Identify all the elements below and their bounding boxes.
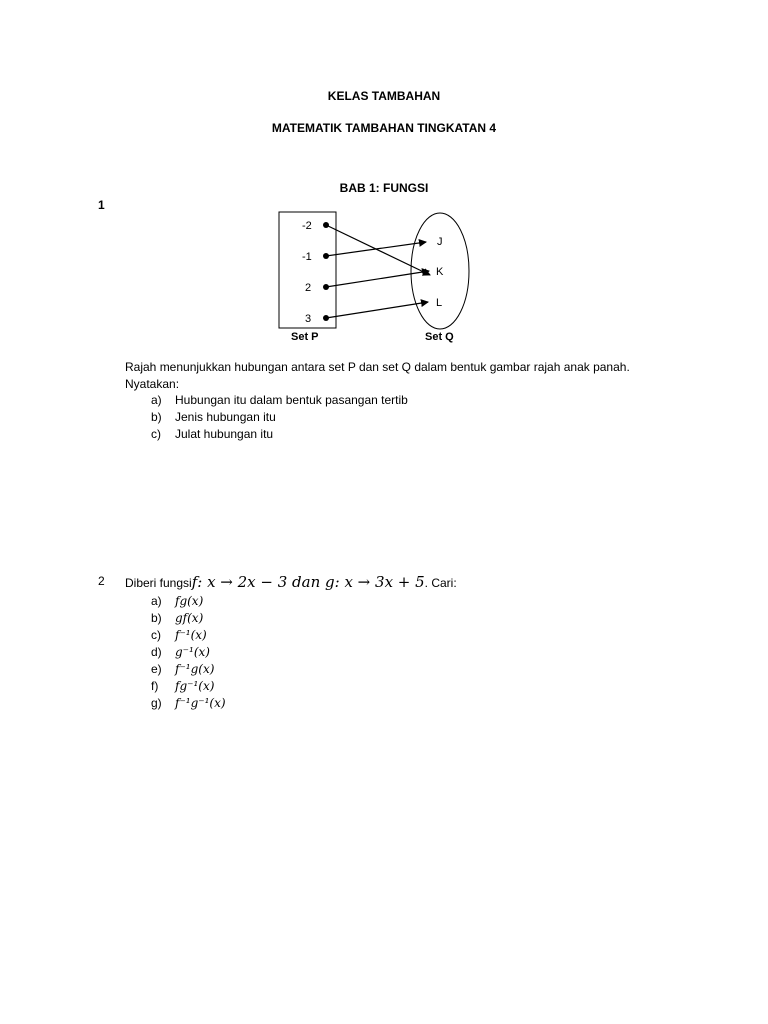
chapter-title: BAB 1: FUNGSI bbox=[339, 181, 429, 195]
item-expression: fg⁻¹(x) bbox=[175, 679, 215, 693]
set-p-element: -1 bbox=[302, 251, 312, 263]
mapping-arrow bbox=[326, 242, 426, 256]
document-subtitle: MATEMATIK TAMBAHAN TINGKATAN 4 bbox=[271, 121, 497, 135]
set-p-element: 3 bbox=[305, 313, 312, 325]
mapping-arrow bbox=[326, 225, 430, 275]
mapping-arrow bbox=[326, 271, 429, 287]
item-text: Julat hubungan itu bbox=[175, 427, 274, 441]
item-label: f) bbox=[151, 679, 159, 693]
set-p-label: Set P bbox=[291, 331, 319, 343]
item-expression: gf(x) bbox=[175, 611, 204, 625]
question-1-item bbox=[151, 393, 408, 407]
function-definition: f: x → 2x − 3 dan g: x → 3x + 5 bbox=[191, 573, 425, 591]
item-label: c) bbox=[151, 628, 161, 642]
item-text: Hubungan itu dalam bentuk pasangan tertib bbox=[175, 393, 408, 407]
item-label: a) bbox=[151, 594, 162, 608]
item-label: b) bbox=[151, 611, 162, 625]
item-expression: fg(x) bbox=[175, 594, 204, 608]
set-p-element: -2 bbox=[302, 220, 312, 232]
item-expression: f⁻¹g(x) bbox=[175, 662, 215, 676]
document-title: KELAS TAMBAHAN bbox=[327, 89, 441, 103]
question-1-text: Rajah menunjukkan hubungan antara set P dan set Q dalam bentuk gambar rajah anak panah. bbox=[125, 360, 630, 374]
question-2-item bbox=[151, 679, 214, 693]
question-1-item bbox=[151, 427, 273, 441]
set-p-element: 2 bbox=[305, 282, 312, 294]
item-label: d) bbox=[151, 645, 162, 659]
question-2-item bbox=[151, 628, 207, 642]
item-text: Jenis hubungan itu bbox=[175, 410, 276, 424]
question-2-number: 2 bbox=[98, 574, 105, 588]
set-q-label: Set Q bbox=[425, 331, 454, 343]
arrow-diagram bbox=[260, 205, 500, 350]
question-2-item bbox=[151, 696, 226, 710]
question-2-item bbox=[151, 594, 203, 608]
item-label: c) bbox=[151, 427, 161, 441]
question-1-prompt: Nyatakan: bbox=[125, 377, 180, 391]
mapping-arrow bbox=[326, 302, 428, 318]
set-q-element: J bbox=[437, 236, 443, 248]
set-q-element: K bbox=[436, 266, 444, 278]
question-1-item bbox=[151, 410, 276, 424]
item-label: g) bbox=[151, 696, 162, 710]
question-2-item bbox=[151, 645, 210, 659]
question-2-statement bbox=[125, 573, 457, 591]
item-expression: g⁻¹(x) bbox=[175, 645, 210, 659]
item-label: a) bbox=[151, 393, 162, 407]
question-2-outro: . Cari: bbox=[424, 576, 457, 590]
question-2-intro: Diberi fungsi bbox=[125, 576, 192, 590]
item-label: e) bbox=[151, 662, 162, 676]
set-q-element: L bbox=[436, 297, 443, 309]
question-2-item bbox=[151, 662, 214, 676]
question-1-number: 1 bbox=[98, 198, 105, 212]
item-expression: f⁻¹(x) bbox=[175, 628, 207, 642]
item-expression: f⁻¹g⁻¹(x) bbox=[175, 696, 226, 710]
item-label: b) bbox=[151, 410, 162, 424]
question-2-item bbox=[151, 611, 203, 625]
